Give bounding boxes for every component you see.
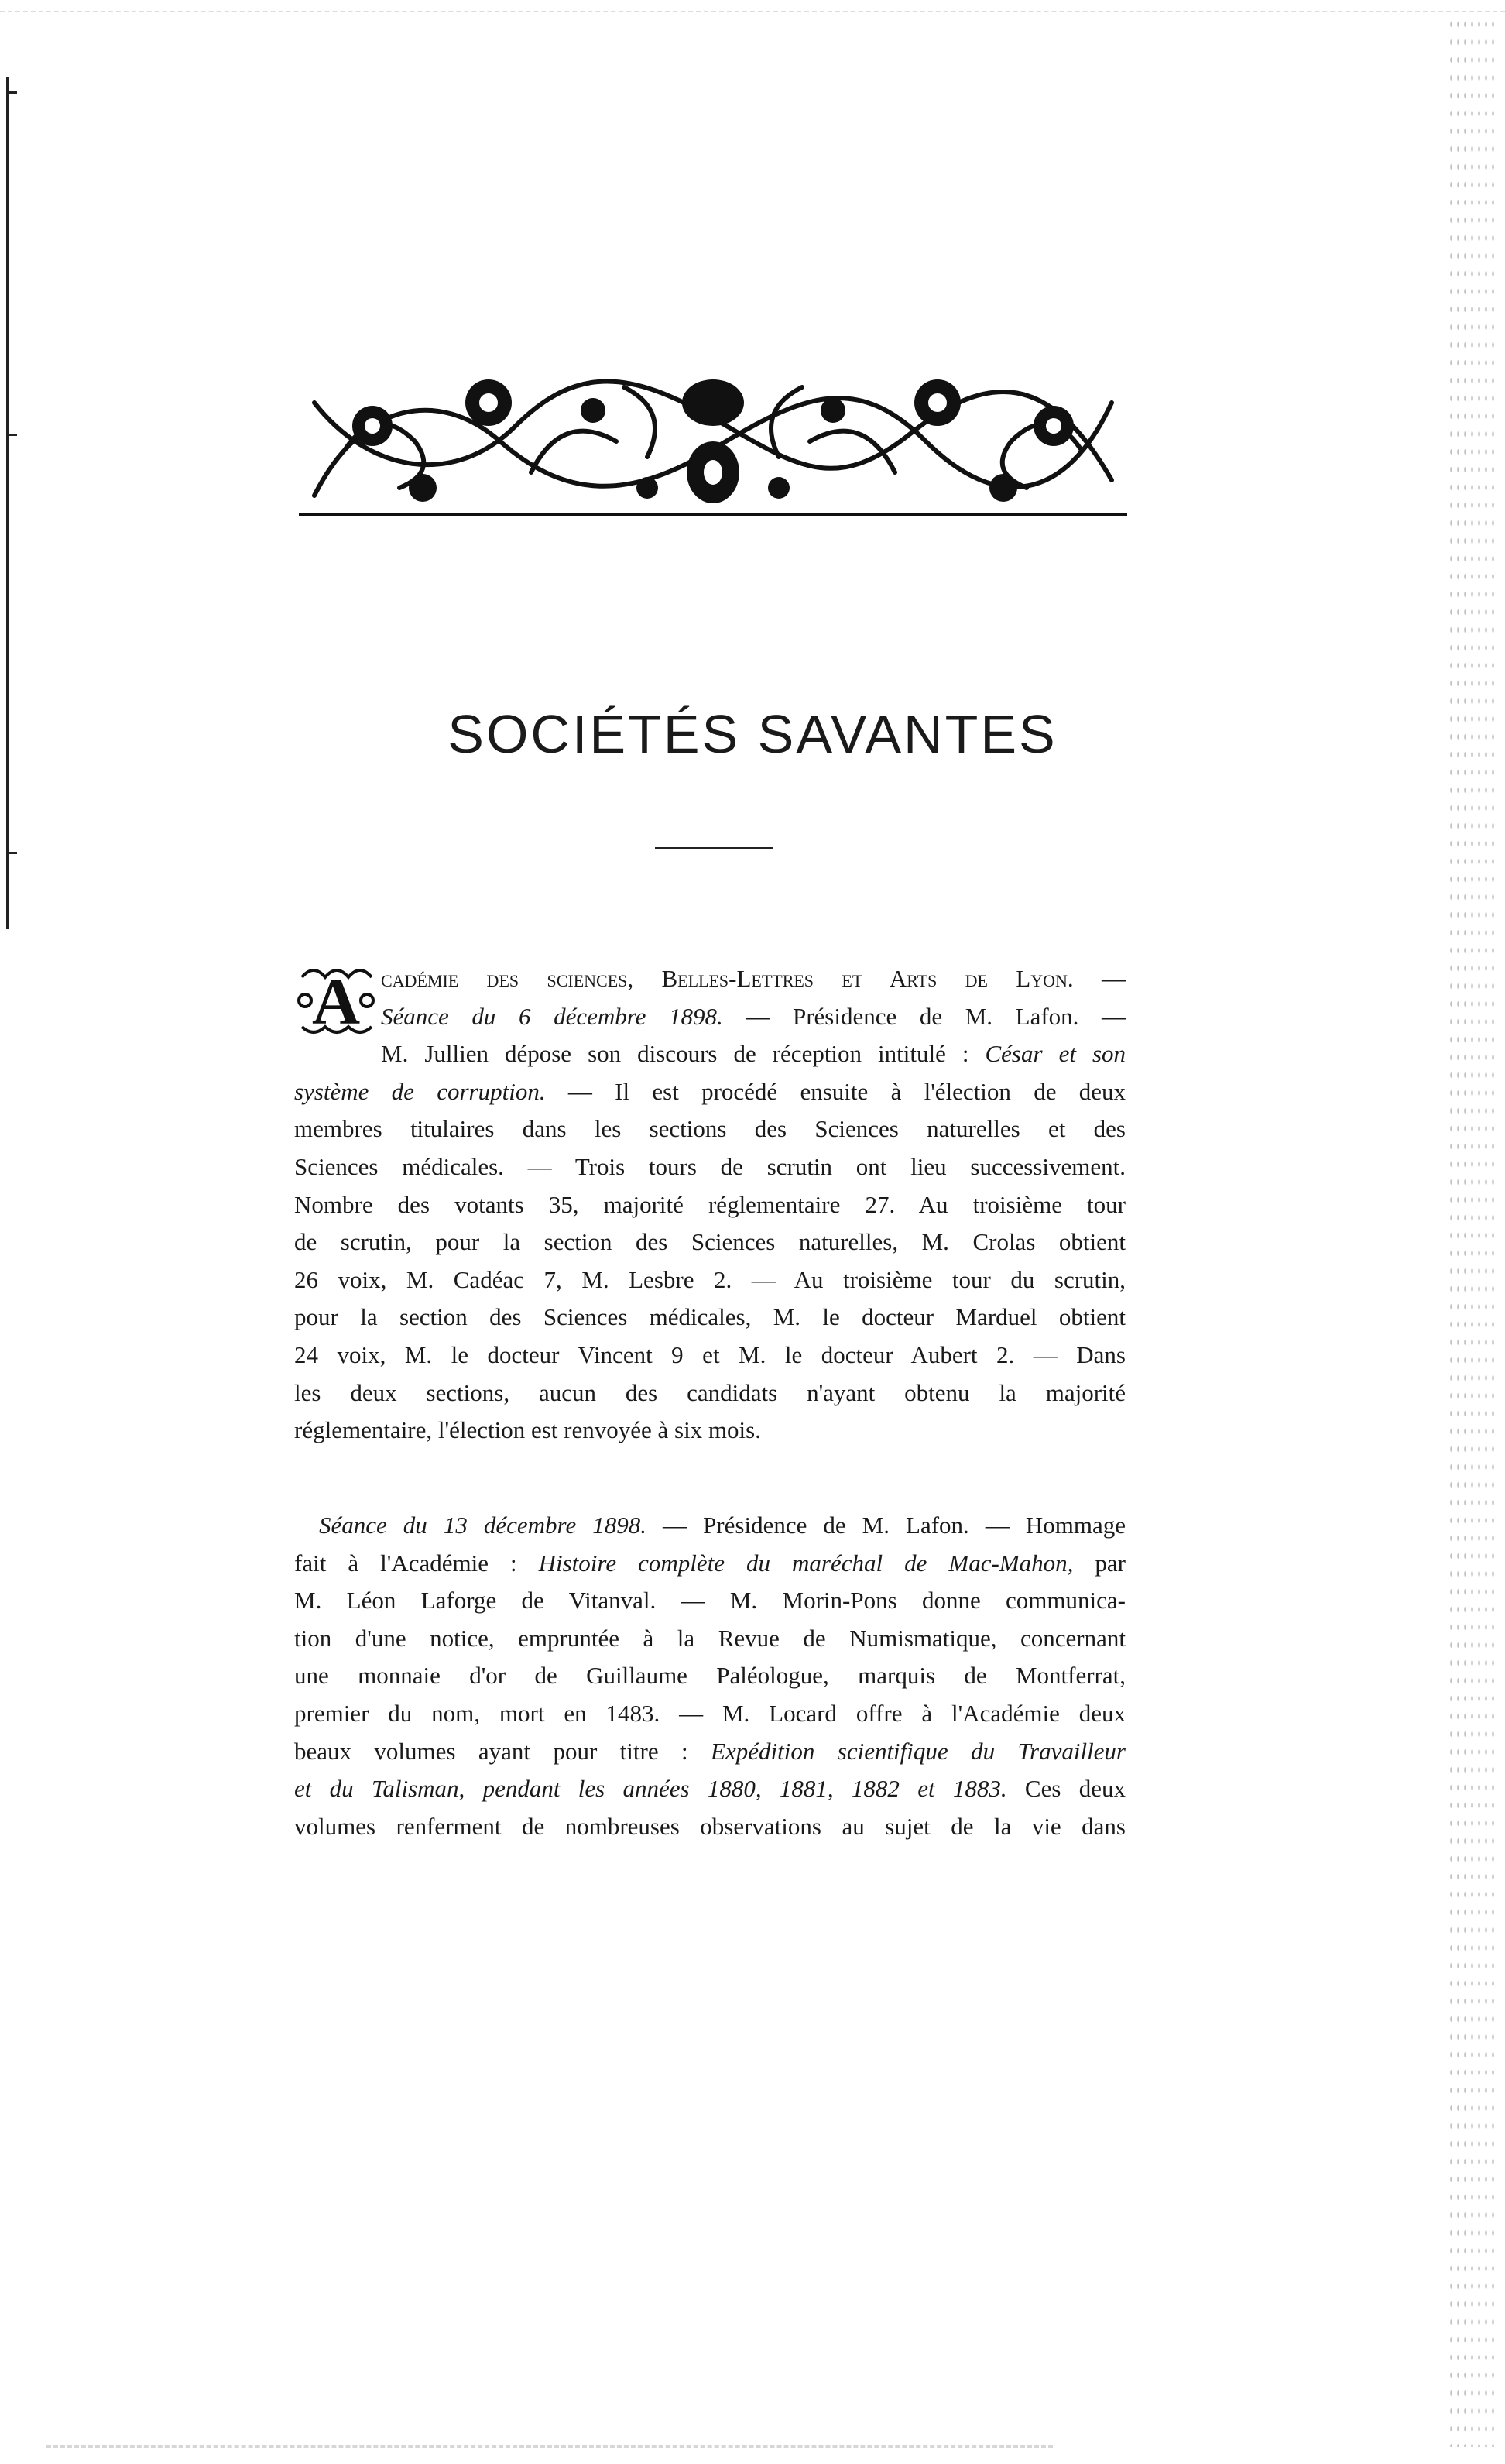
para1-line-5: membres titulaires dans les sections des Sciences naturelles et des bbox=[294, 1115, 1126, 1143]
dropcap-a-ornament bbox=[294, 962, 378, 1036]
para2-line-8: et du Talisman, pendant les années 1880, 1881, 1882 et 1883. Ces deux bbox=[294, 1775, 1126, 1803]
para1-line-7: Nombre des votants 35, majorité réglementaire 27. Au troisième tour bbox=[294, 1190, 1126, 1218]
para1-line-13: réglementaire, l'élection est renvoyée à six mois. bbox=[294, 1416, 761, 1444]
scan-edge-top bbox=[0, 11, 1505, 15]
scan-edge-right bbox=[1448, 15, 1494, 2447]
paragraph-seance-13-decembre bbox=[294, 1507, 1126, 1845]
para1-line-12: les deux sections, aucun des candidats n'ayant obtenu la majorité bbox=[294, 1378, 1126, 1406]
floral-headpiece-ornament bbox=[299, 356, 1127, 517]
paragraph-academie-lyon bbox=[294, 960, 1126, 1450]
para1-line-3: M. Jullien dépose son discours de réception intitulé : César et son bbox=[381, 1040, 1126, 1068]
para1-line-1: cadémie des sciences, Belles-Lettres et Arts de Lyon. — bbox=[381, 965, 1126, 992]
title-rule bbox=[655, 847, 773, 849]
scan-edge-bottom bbox=[46, 2445, 1053, 2450]
para1-line-2: Séance du 6 décembre 1898. — Présidence de M. Lafon. — bbox=[381, 1002, 1126, 1030]
para2-line-3: M. Léon Laforge de Vitanval. — M. Morin-Pons donne communica- bbox=[294, 1587, 1126, 1615]
scan-edge-left bbox=[6, 77, 12, 929]
para1-line-11: 24 voix, M. le docteur Vincent 9 et M. le docteur Aubert 2. — Dans bbox=[294, 1340, 1126, 1368]
para1-line-4: système de corruption. — Il est procédé ensuite à l'élection de deux bbox=[294, 1077, 1126, 1105]
para1-line-10: pour la section des Sciences médicales, M. le docteur Marduel obtient bbox=[294, 1303, 1126, 1331]
page-title: SOCIÉTÉS SAVANTES bbox=[447, 704, 1058, 764]
para1-line-8: de scrutin, pour la section des Sciences naturelles, M. Crolas obtient bbox=[294, 1228, 1126, 1256]
para2-line-2: fait à l'Académie : Histoire complète du maréchal de Mac-Mahon, par bbox=[294, 1549, 1126, 1577]
para2-line-1: Séance du 13 décembre 1898. — Présidence de M. Lafon. — Hommage bbox=[319, 1512, 1126, 1539]
para1-line-6: Sciences médicales. — Trois tours de scrutin ont lieu successivement. bbox=[294, 1152, 1126, 1180]
para2-line-4: tion d'une notice, empruntée à la Revue de Numismatique, concernant bbox=[294, 1624, 1126, 1652]
para2-line-9: volumes renferment de nombreuses observations au sujet de la vie dans bbox=[294, 1812, 1126, 1840]
para1-line-9: 26 voix, M. Cadéac 7, M. Lesbre 2. — Au troisième tour du scrutin, bbox=[294, 1265, 1126, 1293]
para2-line-5: une monnaie d'or de Guillaume Paléologue, marquis de Montferrat, bbox=[294, 1662, 1126, 1690]
svg-text:A: A bbox=[311, 964, 361, 1036]
para2-line-6: premier du nom, mort en 1483. — M. Locard offre à l'Académie deux bbox=[294, 1699, 1126, 1727]
para2-line-7: beaux volumes ayant pour titre : Expédition scientifique du Travailleur bbox=[294, 1737, 1126, 1765]
